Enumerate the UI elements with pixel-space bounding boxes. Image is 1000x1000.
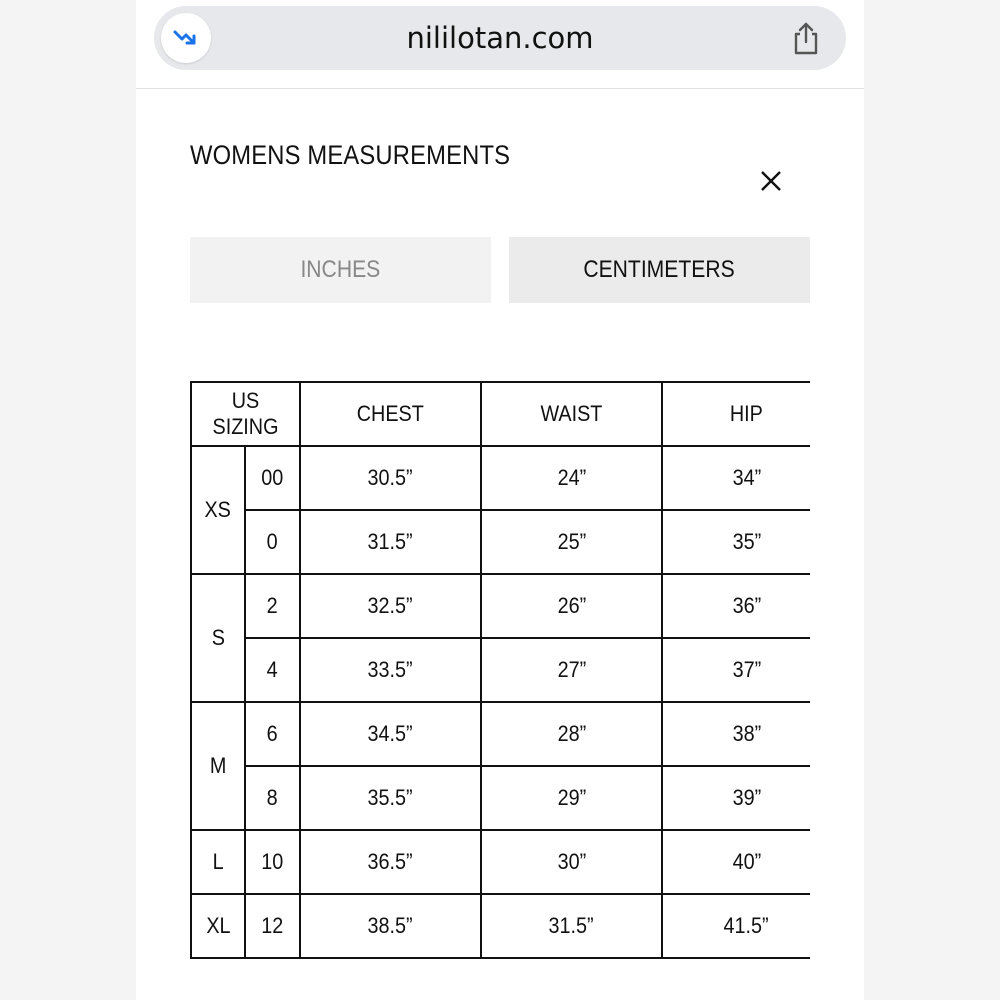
size-number-cell: 10 [245, 830, 300, 894]
waist-cell: 30” [481, 830, 662, 894]
size-number-cell: 0 [245, 510, 300, 574]
size-number-cell: 2 [245, 574, 300, 638]
chest-cell: 35.5” [300, 766, 481, 830]
url-text[interactable]: nililotan.com [406, 21, 594, 55]
waist-cell: 29” [481, 766, 662, 830]
size-number-cell: 00 [245, 446, 300, 510]
hip-cell: 41.5” [662, 894, 810, 958]
size-number-cell: 4 [245, 638, 300, 702]
size-letter-cell: L [191, 830, 245, 894]
tab-inches-label: INCHES [300, 256, 381, 283]
hip-cell: 36” [662, 574, 810, 638]
table-header-row [191, 382, 810, 446]
size-letter-cell: XL [191, 894, 245, 958]
hip-cell: 38” [662, 702, 810, 766]
size-letter-cell: S [191, 574, 245, 702]
tab-centimeters[interactable] [509, 237, 810, 303]
chest-cell: 31.5” [300, 510, 481, 574]
table-row [191, 574, 810, 638]
table-row [191, 766, 810, 830]
close-icon [756, 166, 786, 196]
header-us-sizing: US SIZING [191, 382, 300, 446]
hip-cell: 39” [662, 766, 810, 830]
hip-cell: 34” [662, 446, 810, 510]
hip-cell: 40” [662, 830, 810, 894]
header-chest: CHEST [300, 382, 481, 446]
address-bar[interactable] [154, 6, 846, 70]
chest-cell: 32.5” [300, 574, 481, 638]
table-row [191, 446, 810, 510]
browser-page [136, 0, 864, 1000]
header-hip: HIP [662, 382, 810, 446]
size-letter-cell: XS [191, 446, 245, 574]
tab-centimeters-label: CENTIMETERS [583, 256, 736, 283]
header-waist: WAIST [481, 382, 662, 446]
table-row [191, 510, 810, 574]
waist-cell: 26” [481, 574, 662, 638]
waist-cell: 31.5” [481, 894, 662, 958]
table-row [191, 638, 810, 702]
table-row [191, 702, 810, 766]
hip-cell: 35” [662, 510, 810, 574]
waist-cell: 28” [481, 702, 662, 766]
size-letter-cell: M [191, 702, 245, 830]
chest-cell: 38.5” [300, 894, 481, 958]
share-button[interactable] [788, 20, 824, 56]
size-table [190, 381, 810, 959]
size-table-container [190, 381, 810, 982]
size-number-cell: 6 [245, 702, 300, 766]
chest-cell: 34.5” [300, 702, 481, 766]
size-number-cell: 12 [245, 894, 300, 958]
close-button[interactable] [756, 166, 786, 196]
waist-cell: 27” [481, 638, 662, 702]
reader-mode-button[interactable] [161, 13, 211, 63]
hip-cell: 37” [662, 638, 810, 702]
tab-inches[interactable] [190, 237, 491, 303]
reader-mode-icon [172, 24, 200, 52]
size-number-cell: 8 [245, 766, 300, 830]
table-row [191, 830, 810, 894]
waist-cell: 25” [481, 510, 662, 574]
toolbar-divider [136, 88, 864, 89]
chest-cell: 33.5” [300, 638, 481, 702]
waist-cell: 24” [481, 446, 662, 510]
share-icon [788, 20, 824, 56]
chest-cell: 30.5” [300, 446, 481, 510]
modal-title: WOMENS MEASUREMENTS [190, 140, 511, 170]
chest-cell: 36.5” [300, 830, 481, 894]
table-row [191, 894, 810, 958]
